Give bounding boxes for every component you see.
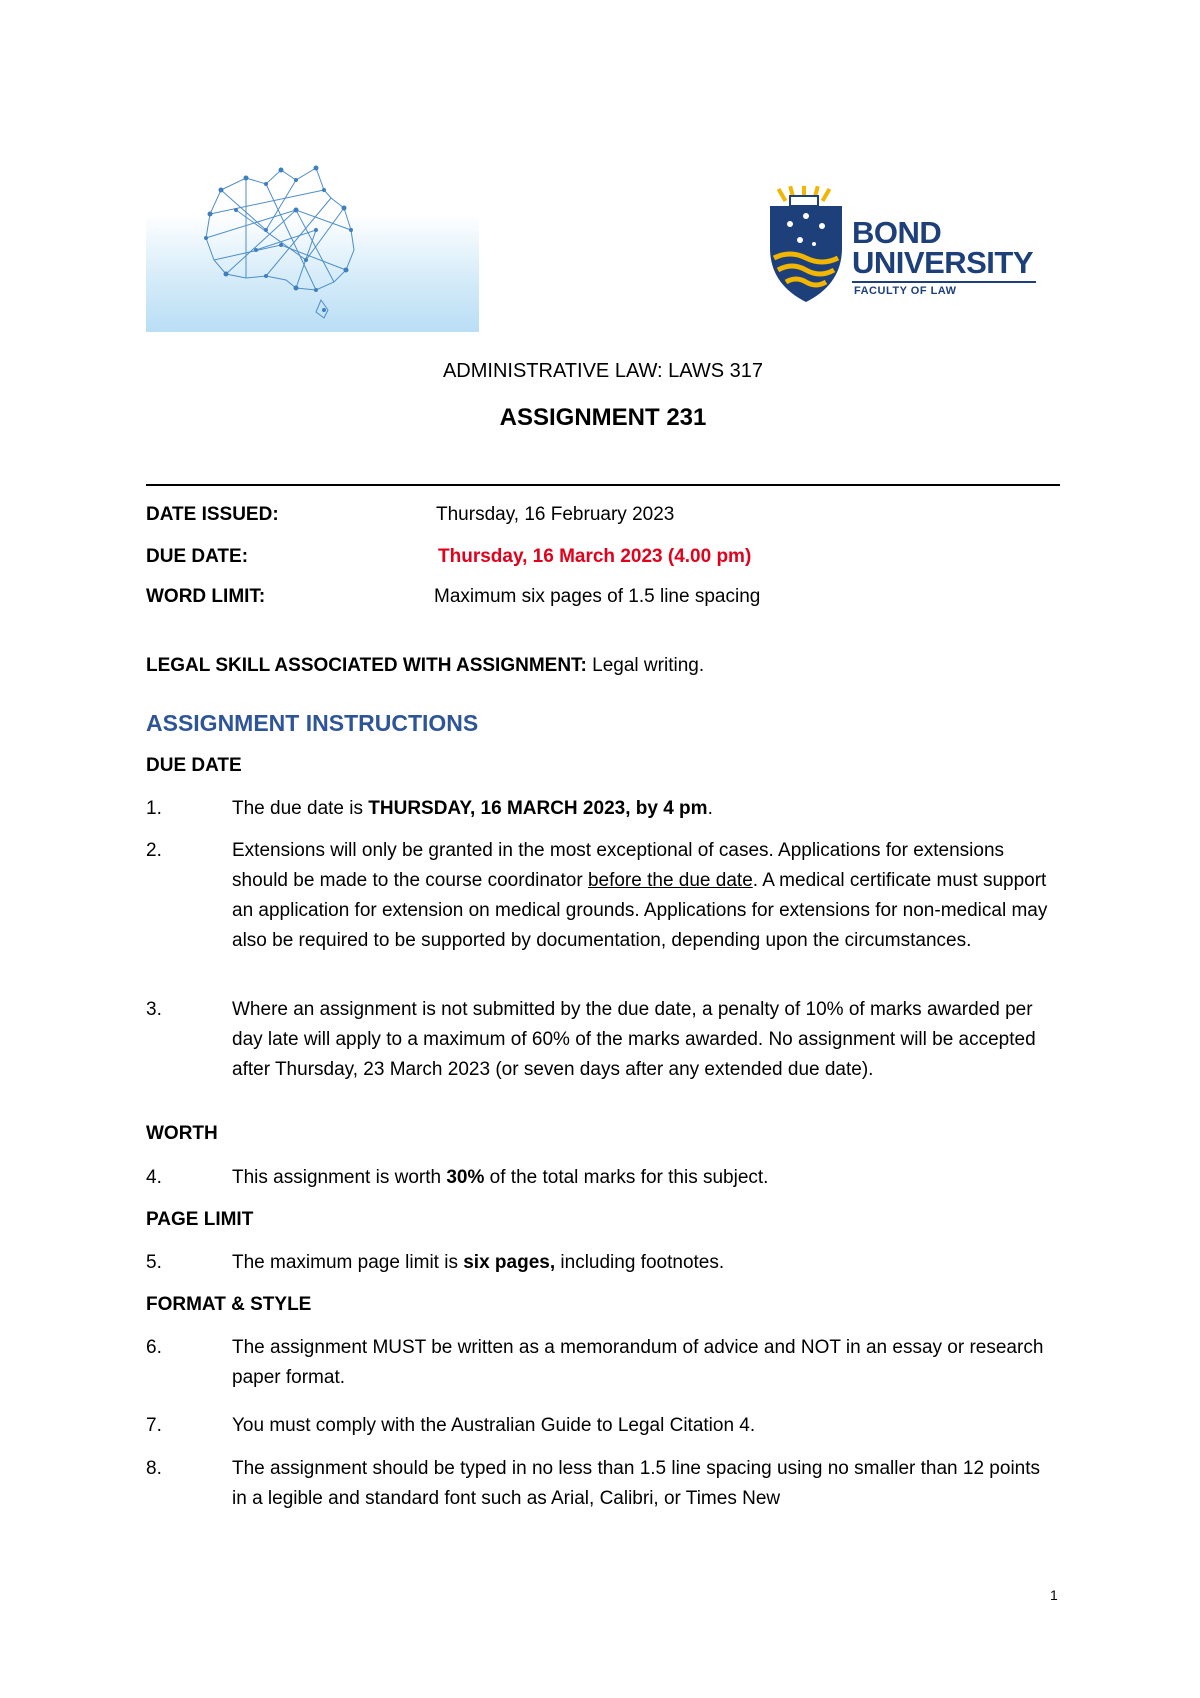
subheading-due-date: DUE DATE: [146, 755, 242, 776]
item-text: This assignment is worth: [232, 1167, 447, 1188]
bond-faculty: FACULTY OF LAW: [854, 285, 957, 297]
item-text-end: of the total marks for this subject.: [484, 1167, 769, 1188]
bond-divider: [852, 281, 1036, 283]
item-number: 3.: [146, 999, 162, 1020]
subheading-format-style: FORMAT & STYLE: [146, 1294, 312, 1315]
item-number: 2.: [146, 840, 162, 861]
instructions-heading: ASSIGNMENT INSTRUCTIONS: [146, 710, 479, 736]
item-text: The assignment should be typed in no less than 1.5 line spacing using no smaller than 12 points in a legible and standard font such as Arial, Calibri, or Times New: [232, 1458, 1041, 1509]
item-number: 5.: [146, 1252, 162, 1273]
date-issued-label: DATE ISSUED:: [146, 504, 279, 525]
item-text: You must comply with the Australian Guide to Legal Citation 4.: [232, 1415, 756, 1436]
due-date-label: DUE DATE:: [146, 546, 249, 567]
instruction-item-3: [146, 995, 1060, 1085]
item-bold-text: 30%: [446, 1167, 485, 1188]
word-limit-value: Maximum six pages of 1.5 line spacing: [434, 586, 761, 607]
item-text: The assignment MUST be written as a memorandum of advice and NOT in an essay or research paper format.: [232, 1337, 1044, 1388]
australia-network-map-icon: [146, 150, 479, 332]
item-number: 7.: [146, 1415, 162, 1436]
legal-skill-label: LEGAL SKILL ASSOCIATED WITH ASSIGNMENT:: [146, 655, 587, 676]
bond-university-logo: [766, 186, 1036, 306]
instruction-item-2: [146, 836, 1060, 956]
instruction-item-6: [146, 1333, 1060, 1393]
item-text: The maximum page limit is: [232, 1252, 464, 1273]
page-number: 1: [1050, 1587, 1058, 1603]
item-text-end: . A medical certificate must support an application for extension on medical grounds. Applications for extensions for non-medical may also be required to be supported by documentation, depending upon the circumstances.: [232, 870, 1048, 951]
item-text-end: including footnotes.: [555, 1252, 725, 1273]
item-bold-text: six pages,: [463, 1252, 556, 1273]
assignment-title: ASSIGNMENT 231: [499, 404, 707, 431]
bond-line2: UNIVERSITY: [852, 245, 1034, 280]
instruction-item-8: [146, 1454, 1060, 1514]
subheading-worth: WORTH: [146, 1123, 218, 1144]
item-number: 4.: [146, 1167, 162, 1188]
bond-name: [852, 215, 1034, 280]
item-text: The due date is: [232, 798, 369, 819]
item-bold-text: THURSDAY, 16 MARCH 2023, by 4 pm: [368, 798, 708, 819]
legal-skill-line: [146, 655, 704, 677]
bond-shield-icon: [766, 186, 846, 306]
instruction-item-4: [146, 1163, 1060, 1193]
item-text-end: .: [707, 798, 713, 819]
bond-line1: BOND: [852, 215, 942, 250]
date-issued-value: Thursday, 16 February 2023: [436, 504, 675, 525]
item-number: 1.: [146, 798, 162, 819]
item-text: Where an assignment is not submitted by the due date, a penalty of 10% of marks awarded per day late will apply to a maximum of 60% of the marks awarded. No assignment will be accepted after Thursday, 23 March 2023 (or seven days after any extended due date).: [232, 999, 1036, 1080]
item-underlined-text: before the due date: [587, 870, 753, 891]
instruction-item-7: [146, 1411, 1060, 1441]
due-date-value: Thursday, 16 March 2023 (4.00 pm): [438, 546, 752, 567]
title-divider: [146, 484, 1060, 486]
item-number: 8.: [146, 1458, 162, 1479]
course-title: ADMINISTRATIVE LAW: LAWS 317: [442, 360, 764, 382]
word-limit-label: WORD LIMIT:: [146, 586, 266, 607]
item-text: Extensions will only be granted in the most exceptional of cases. Applications for extensions should be made to the course coordinator: [232, 840, 1005, 891]
item-number: 6.: [146, 1337, 162, 1358]
legal-skill-value: Legal writing.: [586, 655, 705, 676]
subheading-page-limit: PAGE LIMIT: [146, 1209, 254, 1230]
instruction-item-5: [146, 1248, 1060, 1278]
instruction-item-1: [146, 794, 1060, 824]
